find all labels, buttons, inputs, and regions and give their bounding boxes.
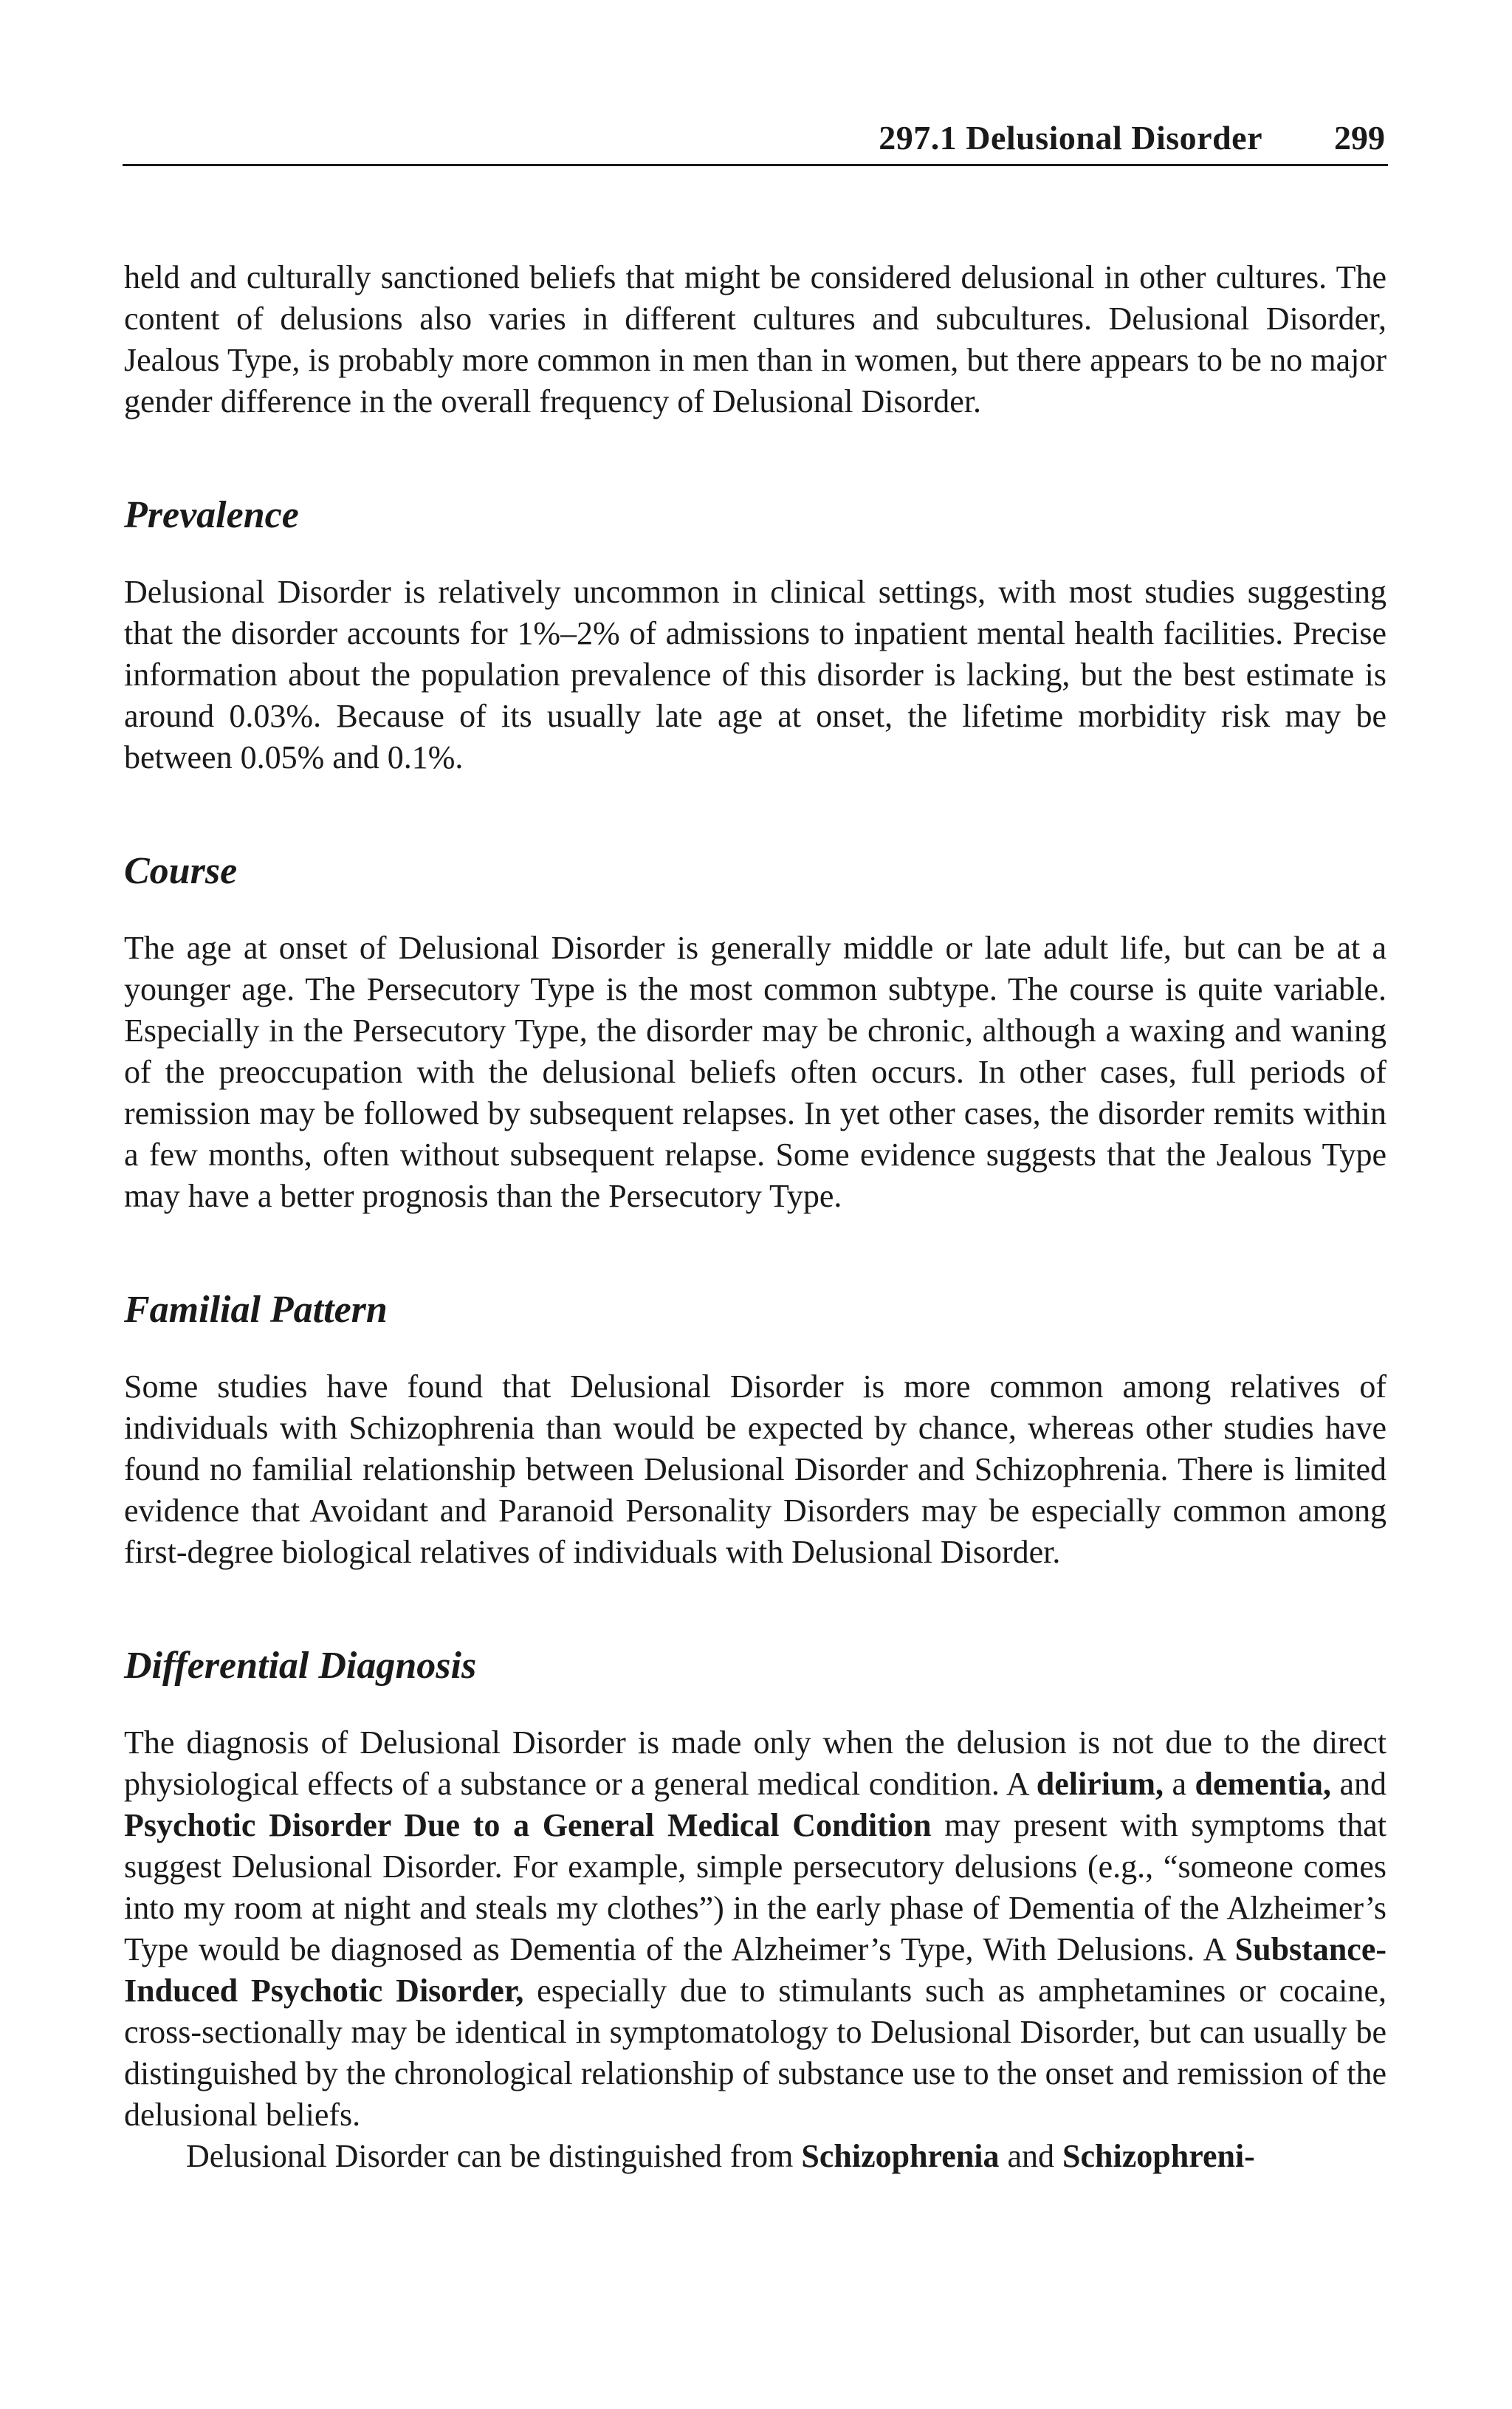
familial-pattern-heading: Familial Pattern (124, 1289, 388, 1331)
running-header-title: 297.1 Delusional Disorder (879, 119, 1262, 157)
dd-text: Delusional Disorder can be distinguished from (186, 2138, 802, 2174)
running-header (123, 112, 1388, 166)
intro-paragraph: held and culturally sanctioned beliefs that might be considered delusional in other cultures. The content of delusions also varies in different cultures and subcultures. Delusional Disorder, Jealous Type, is probably more common in men than in women, but there appears to be no major gender difference in the overall frequency of Delusional Disorder. (124, 259, 1386, 419)
dd-term-schizophrenia: Schizophrenia (801, 2138, 1000, 2174)
differential-diagnosis-paragraph-2 (124, 2136, 1386, 2177)
dd-text: a (1164, 1766, 1195, 1802)
prevalence-paragraph: Delusional Disorder is relatively uncommon in clinical settings, with most studies suggesting that the disorder accounts for 1%–2% of admissions to inpatient mental health facilities. Precise information about the population prevalence of this disorder is lacking, but the best estimate is around 0.03%. Because of its usually late age at onset, the lifetime morbidity risk may be between 0.05% and 0.1%. (124, 574, 1386, 775)
familial-pattern-paragraph: Some studies have found that Delusional Disorder is more common among relatives of individuals with Schizophrenia than would be expected by chance, whereas other studies have found no familial relationship between Delusional Disorder and Schizophrenia. There is limited evidence that Avoidant and Paranoid Personality Disorders may be especially common among first-degree biological relatives of individuals with Delusional Disorder. (124, 1368, 1386, 1570)
dd-text: especially due to stimulants such as amphetamines or cocaine, cross-sectionally may be identical in symptomatology to Delusional Disorder, but can usually be distinguished by the chronological relationship of substance use to the onset and remission of the delusional beliefs. (124, 1973, 1386, 2133)
prevalence-heading: Prevalence (124, 494, 299, 536)
course-heading: Course (124, 850, 238, 892)
dd-term-substance-induced: Substance-Induced Psychotic Disorder, (124, 1931, 1386, 2009)
course-paragraph: The age at onset of Delusional Disorder is generally middle or late adult life, but can be at a younger age. The Persecutory Type is the most common subtype. The course is quite variable. Especially in the Persecutory Type, the disorder may be chronic, although a waxing and waning of the preoccupation with the delusional beliefs often occurs. In other cases, full periods of remission may be followed by subsequent relapses. In yet other cases, the disorder remits within a few months, often without subsequent relapse. Some evidence suggests that the Jealous Type may have a better prognosis than the Persecutory Type. (124, 930, 1386, 1214)
page-number: 299 (1334, 119, 1385, 157)
dd-term-dementia: dementia, (1195, 1766, 1332, 1802)
dd-text: may present with symptoms that suggest Delusional Disorder. For example, simple persecutory delusions (e.g., “someone comes into my room at night and steals my clothes”) in the early phase of Dementia of the Alzheimer’s Type would be diagnosed as Dementia of the Alzheimer’s Type, With Delusions. A (124, 1807, 1387, 1967)
differential-diagnosis-paragraph-1 (124, 1722, 1386, 2136)
dd-text: and (1331, 1766, 1387, 1802)
differential-diagnosis-heading: Differential Diagnosis (124, 1645, 477, 1687)
dd-term-delirium: delirium, (1036, 1766, 1164, 1802)
dd-term-psychotic-disorder-gmc: Psychotic Disorder Due to a General Medical Condition (124, 1807, 932, 1843)
dd-text: and (999, 2138, 1063, 2174)
body-text (124, 257, 1386, 2177)
dd-text: The diagnosis of Delusional Disorder is made only when the delusion is not due to the direct physiological effects of a substance or a general medical condition. A (124, 1724, 1386, 1802)
dd-term-schizophreniform: Schizophreni- (1062, 2138, 1255, 2174)
